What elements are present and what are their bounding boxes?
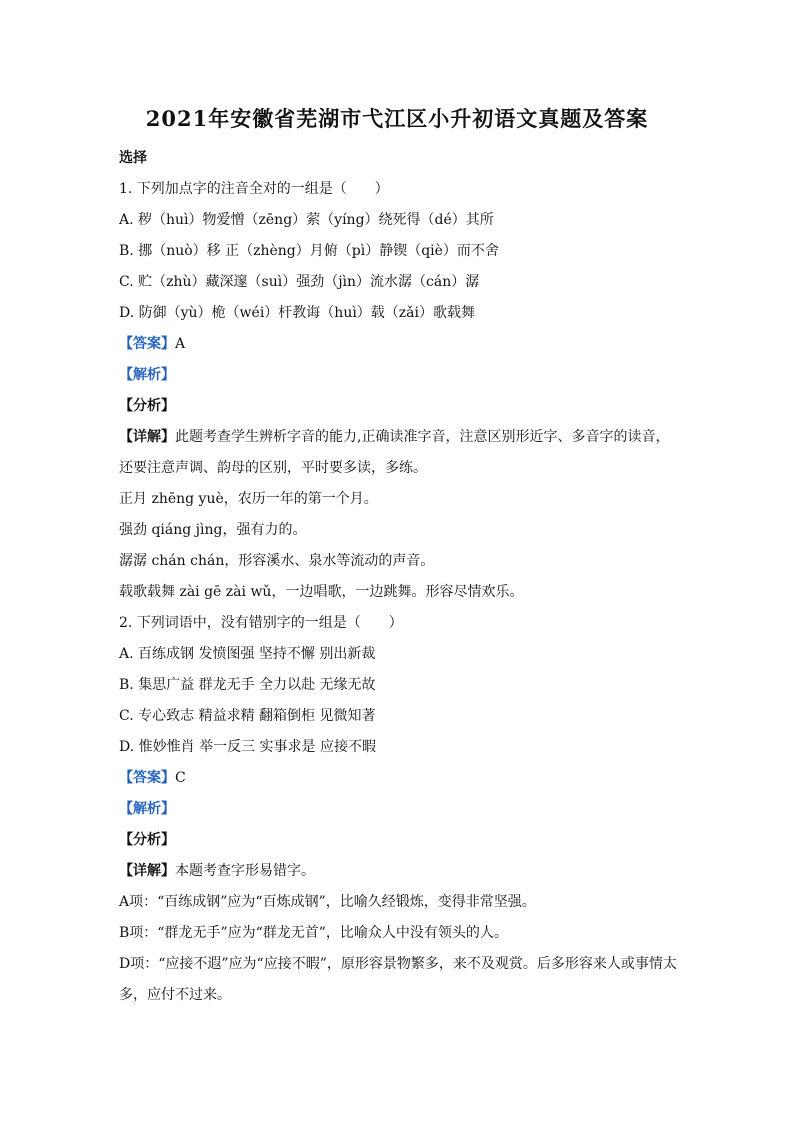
question-2-note: B项：“群龙无手”应为“群龙无首”，比喻众人中没有领头的人。 — [119, 925, 508, 941]
document-body — [119, 143, 679, 1011]
detail-text: 本题考查字形易错字。 — [175, 863, 315, 879]
question-1-jiexi: 【解析】 — [119, 367, 175, 383]
detail-tag: 【详解】 — [119, 429, 175, 445]
answer-tag: 【答案】 — [119, 336, 175, 352]
answer-value: A — [175, 336, 186, 352]
detail-tag: 【详解】 — [119, 863, 175, 879]
question-2-fenxi: 【分析】 — [119, 832, 175, 848]
question-1-note: 载歌载舞 zài gē zài wǔ，一边唱歌，一边跳舞。形容尽情欢乐。 — [119, 584, 524, 600]
question-1-note: 正月 zhēng yuè，农历一年的第一个月。 — [119, 491, 378, 507]
question-2-detail — [119, 856, 679, 887]
question-1-option-c: C. 贮（zhù）藏深邃（suì）强劲（jìn）流水潺（cán）潺 — [119, 274, 480, 290]
question-2-option-c: C. 专心致志 精益求精 翻箱倒柜 见微知著 — [119, 708, 376, 724]
question-2-option-d: D. 惟妙惟肖 举一反三 实事求是 应接不暇 — [119, 739, 376, 755]
question-2-note: D项：“应接不遐”应为“应接不暇”，原形容景物繁多，来不及观赏。后多形容来人或事情太多，应付不过来。 — [119, 956, 677, 1003]
question-1-stem: 1. 下列加点字的注音全对的一组是（ ） — [119, 181, 389, 197]
question-1-fenxi: 【分析】 — [119, 398, 175, 414]
question-2-stem: 2. 下列词语中，没有错别字的一组是（ ） — [119, 615, 403, 631]
question-1-note: 潺潺 chán chán，形容溪水、泉水等流动的声音。 — [119, 553, 435, 569]
question-2-note: A项：“百练成钢”应为“百炼成钢”，比喻久经锻炼，变得非常坚强。 — [119, 894, 536, 910]
question-1-answer — [119, 329, 679, 360]
question-2-option-b: B. 集思广益 群龙无手 全力以赴 无缘无故 — [119, 677, 376, 693]
question-2-option-a: A. 百练成钢 发愤图强 坚持不懈 别出新裁 — [119, 646, 376, 662]
detail-text: 此题考查学生辨析字音的能力,正确读准字音，注意区别形近字、多音字的读音，还要注意声调、韵母的区别，平时要多读，多练。 — [119, 429, 670, 476]
question-1-note: 强劲 qiáng jìng，强有力的。 — [119, 522, 307, 538]
answer-tag: 【答案】 — [119, 770, 175, 786]
question-2-answer — [119, 763, 679, 794]
question-1-option-d: D. 防御（yù）桅（wéi）杆教诲（huì）载（zǎi）歌载舞 — [119, 305, 476, 321]
question-2-jiexi: 【解析】 — [119, 801, 175, 817]
section-heading: 选择 — [119, 150, 147, 166]
answer-value: C — [175, 770, 186, 786]
question-1-option-a: A. 秽（huì）物爱憎（zēng）萦（yíng）绕死得（dé）其所 — [119, 212, 494, 228]
question-1-option-b: B. 挪（nuò）移 正（zhèng）月俯（pì）静锲（qiè）而不舍 — [119, 243, 499, 259]
document-title: 2021年安徽省芜湖市弋江区小升初语文真题及答案 — [145, 106, 649, 131]
question-1-detail — [119, 422, 679, 484]
